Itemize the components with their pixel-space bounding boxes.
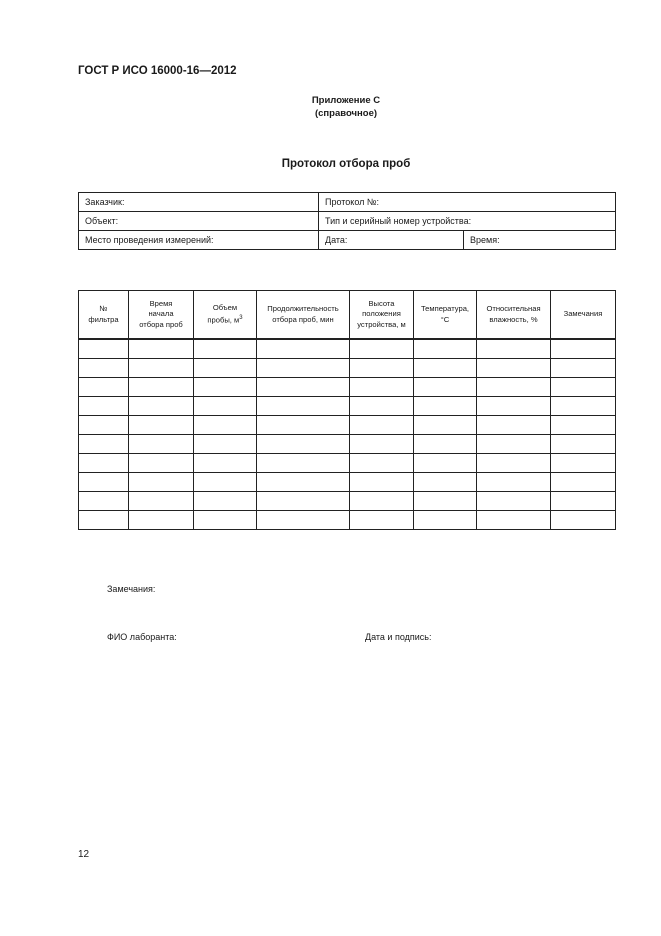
table-cell xyxy=(257,416,350,435)
table-cell xyxy=(414,454,477,473)
table-cell xyxy=(194,416,257,435)
table-cell xyxy=(257,397,350,416)
table-cell xyxy=(350,511,414,530)
table-cell xyxy=(257,435,350,454)
table-cell xyxy=(257,473,350,492)
col-start-time: Время начала отбора проб xyxy=(129,291,194,340)
table-cell xyxy=(194,473,257,492)
table-cell xyxy=(551,492,616,511)
table-cell xyxy=(551,473,616,492)
table-cell xyxy=(551,416,616,435)
table-cell xyxy=(350,378,414,397)
col-duration: Продолжительность отбора проб, мин xyxy=(257,291,350,340)
table-cell xyxy=(194,492,257,511)
table-cell xyxy=(79,339,129,359)
table-row xyxy=(79,416,616,435)
table-cell xyxy=(477,435,551,454)
table-cell xyxy=(350,397,414,416)
col-humidity: Относительная влажность, % xyxy=(477,291,551,340)
annex-title: Приложение С xyxy=(311,95,381,106)
table-row xyxy=(79,511,616,530)
table-cell xyxy=(257,511,350,530)
table-cell xyxy=(414,416,477,435)
table-cell xyxy=(257,378,350,397)
table-cell xyxy=(477,473,551,492)
table-cell xyxy=(129,397,194,416)
table-cell xyxy=(194,378,257,397)
table-cell xyxy=(194,339,257,359)
table-row xyxy=(79,454,616,473)
table-cell xyxy=(414,492,477,511)
col-device-height: Высота положения устройства, м xyxy=(350,291,414,340)
standard-id: ГОСТ Р ИСО 16000-16—2012 xyxy=(78,65,237,77)
table-cell xyxy=(551,378,616,397)
table-cell xyxy=(129,454,194,473)
table-row xyxy=(79,378,616,397)
table-cell xyxy=(79,511,129,530)
table-cell xyxy=(350,359,414,378)
table-cell xyxy=(79,378,129,397)
table-cell xyxy=(350,339,414,359)
document-title: Протокол отбора проб xyxy=(281,158,411,170)
col-remarks: Замечания xyxy=(551,291,616,340)
table-cell xyxy=(129,435,194,454)
table-cell xyxy=(257,492,350,511)
table-cell xyxy=(551,435,616,454)
table-cell xyxy=(551,454,616,473)
table-cell xyxy=(477,416,551,435)
table-row xyxy=(79,359,616,378)
date-signature-label: Дата и подпись: xyxy=(365,632,432,642)
table-cell xyxy=(129,473,194,492)
table-cell xyxy=(477,359,551,378)
table-cell xyxy=(350,435,414,454)
protocol-number-field: Протокол №: xyxy=(319,193,616,212)
table-cell xyxy=(129,339,194,359)
table-cell xyxy=(414,359,477,378)
device-type-field: Тип и серийный номер устройства: xyxy=(319,212,616,231)
table-row xyxy=(79,397,616,416)
table-cell xyxy=(257,454,350,473)
table-cell xyxy=(477,492,551,511)
table-cell xyxy=(551,359,616,378)
table-cell xyxy=(414,473,477,492)
table-cell xyxy=(129,416,194,435)
table-cell xyxy=(194,454,257,473)
table-cell xyxy=(194,359,257,378)
table-cell xyxy=(79,435,129,454)
table-cell xyxy=(350,473,414,492)
col-temperature: Температура, °С xyxy=(414,291,477,340)
table-row xyxy=(79,492,616,511)
table-cell xyxy=(477,339,551,359)
table-cell xyxy=(194,435,257,454)
table-cell xyxy=(194,397,257,416)
table-cell xyxy=(129,378,194,397)
customer-field: Заказчик: xyxy=(79,193,319,212)
sampling-log-table xyxy=(78,290,616,530)
table-cell xyxy=(414,511,477,530)
table-cell xyxy=(477,454,551,473)
lab-technician-label: ФИО лаборанта: xyxy=(107,632,177,642)
object-field: Объект: xyxy=(79,212,319,231)
table-cell xyxy=(414,378,477,397)
table-cell xyxy=(129,492,194,511)
table-cell xyxy=(257,339,350,359)
table-cell xyxy=(477,511,551,530)
annex-subtitle: (справочное) xyxy=(314,108,378,119)
table-cell xyxy=(477,397,551,416)
table-cell xyxy=(551,397,616,416)
table-cell xyxy=(79,397,129,416)
table-row xyxy=(79,473,616,492)
table-row xyxy=(79,435,616,454)
header-fields-table xyxy=(78,192,616,250)
table-row xyxy=(79,339,616,359)
remarks-label: Замечания: xyxy=(107,584,156,594)
table-cell xyxy=(414,397,477,416)
table-cell xyxy=(477,378,551,397)
table-cell xyxy=(414,435,477,454)
table-cell xyxy=(551,339,616,359)
table-cell xyxy=(551,511,616,530)
table-cell xyxy=(257,359,350,378)
location-field: Место проведения измерений: xyxy=(79,231,319,250)
table-cell xyxy=(194,511,257,530)
page-number: 12 xyxy=(78,849,90,860)
table-cell xyxy=(79,492,129,511)
col-sample-volume: Объем пробы, $м^3$ xyxy=(194,291,257,340)
table-cell xyxy=(129,511,194,530)
table-cell xyxy=(79,416,129,435)
table-cell xyxy=(79,454,129,473)
table-cell xyxy=(350,416,414,435)
table-cell xyxy=(414,339,477,359)
date-field: Дата: xyxy=(319,231,464,250)
table-cell xyxy=(79,473,129,492)
col-filter-number: № фильтра xyxy=(79,291,129,340)
table-cell xyxy=(350,492,414,511)
table-cell xyxy=(129,359,194,378)
table-cell xyxy=(79,359,129,378)
table-cell xyxy=(350,454,414,473)
time-field: Время: xyxy=(464,231,616,250)
